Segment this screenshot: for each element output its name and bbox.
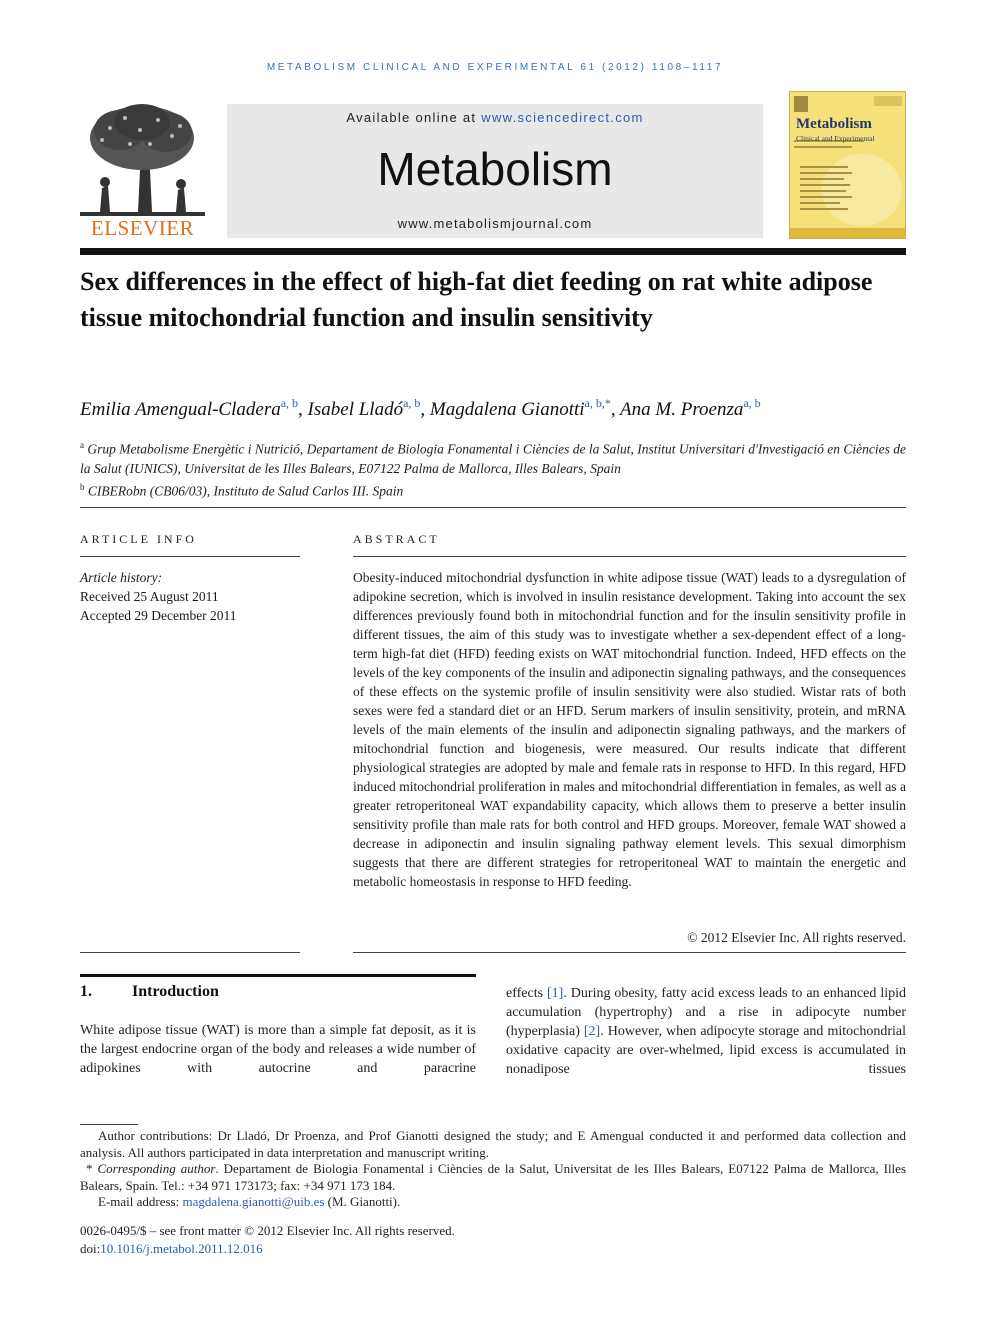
author-name: Magdalena Gianotti [429, 399, 585, 420]
cover-subtitle: Clinical and Experimental [796, 134, 875, 143]
affiliation-text: Grup Metabolisme Energètic i Nutrició, Departament de Biologia Fonamental i Ciències de la Salut, Institut Universitari d'Investigació en Ciències de la Salut (IUNICS), Universitat de les Illes Balears, E07122 Palma de Mallorca, Illes Balears, Spain [80, 441, 906, 476]
corresponding-author-note [80, 1161, 906, 1194]
article-info-label: ARTICLE INFO [80, 532, 197, 546]
cover-graphic [790, 92, 906, 239]
author-name: Isabel Lladó [307, 399, 404, 420]
article-title: Sex differences in the effect of high-fat diet feeding on rat white adipose tissue mitochondrial function and insulin sensitivity [80, 267, 873, 332]
affiliation-label: b [80, 481, 85, 492]
affiliation-text: CIBERobn (CB06/03), Instituto de Salud Carlos III. Spain [87, 483, 404, 498]
email-note [80, 1194, 906, 1211]
section-number: 1. [80, 983, 92, 1000]
cover-title: Metabolism [796, 116, 872, 132]
affiliation-a [80, 436, 906, 478]
journal-cover [789, 91, 906, 239]
article-history [80, 568, 300, 625]
affiliations [80, 436, 906, 500]
introduction-heading [80, 983, 219, 1001]
elsevier-wordmark: ELSEVIER [90, 216, 195, 240]
accepted-date: Accepted 29 December 2011 [80, 608, 237, 623]
email-suffix: (M. Gianotti). [324, 1194, 401, 1209]
body-text: . However, when adipocyte storage and mitochondrial oxidative capacity are over-whelmed, lipid excess is accumulated in nonadipose tissues [506, 1024, 906, 1077]
author-name: Ana M. Proenza [620, 399, 744, 420]
author-contributions-note: Author contributions: Dr Lladó, Dr Proenza, and Prof Gianotti designed the study; and E Amengual conducted it and performed data collection and analysis. All authors participated in data interpretation and manuscript writing. [80, 1128, 906, 1160]
received-date: Received 25 August 2011 [80, 589, 219, 604]
doi-line [80, 1240, 906, 1258]
abstract-divider [353, 556, 906, 557]
reference-link-1[interactable]: [1] [547, 986, 564, 1001]
introduction-rule [80, 974, 476, 977]
email-label: E-mail address: [98, 1194, 183, 1209]
affiliation-divider [80, 507, 906, 508]
corresponding-author-label: Corresponding author [97, 1161, 216, 1176]
introduction-left-column: White adipose tissue (WAT) is more than a simple fat deposit, as it is the largest endocrine organ of the body and releases a wide number of adipokines with autocrine and paracrine [80, 1023, 476, 1076]
history-label: Article history: [80, 570, 163, 585]
article-info-divider [80, 556, 300, 557]
issn-line: 0026-0495/$ – see front matter © 2012 Elsevier Inc. All rights reserved. [80, 1223, 455, 1238]
available-online-line [227, 110, 763, 125]
affiliation-b [80, 478, 906, 501]
corresponding-author-text: . Departament de Biologia Fonamental i Ciències de la Salut, Universitat de les Illes Balears, E07122 Palma de Mallorca, Illes Balears, Spain. Tel.: +34 971 173173; fax: +34 971 173 184. [80, 1161, 907, 1193]
running-head: METABOLISM CLINICAL AND EXPERIMENTAL 61 (2012) 1108–1117 [266, 62, 724, 73]
footnotes [80, 1128, 906, 1211]
author-list: Emilia Amengual-Cladera$^{a, b}$, Isabel Lladó$^{a, b}$, Magdalena Gianotti$^{a, b,*}$, Ana M. Proenza$^{a, b}$ [80, 396, 761, 420]
email-link[interactable]: magdalena.gianotti@uib.es [182, 1194, 325, 1209]
reference-link-2[interactable]: [2] [583, 1024, 601, 1039]
author-affiliation-marker[interactable]: a, b [743, 396, 761, 410]
author-name: Emilia Amengual-Cladera [80, 399, 281, 420]
introduction-right-column [506, 984, 906, 1079]
journal-url[interactable]: www.metabolismjournal.com [397, 216, 593, 231]
footnote-rule [80, 1124, 138, 1125]
available-online-label: Available online at [346, 110, 477, 125]
body-text: effects [506, 986, 548, 1001]
author-affiliation-marker[interactable]: a, b,* [584, 396, 611, 410]
doi-link[interactable]: 10.1016/j.metabol.2011.12.016 [100, 1241, 263, 1256]
front-matter [80, 1222, 906, 1258]
sciencedirect-link[interactable]: www.sciencedirect.com [481, 110, 644, 125]
header-rule [80, 248, 906, 255]
body-text: . During obesity, fatty acid excess leads to an enhanced lipid accumulation (hypertrophy) and a rise in adipocyte number (hyperplasia) [506, 986, 906, 1039]
affiliation-label: a [80, 440, 84, 450]
abstract-label: ABSTRACT [353, 532, 440, 546]
abstract-bottom-divider [353, 952, 906, 953]
section-title: Introduction [132, 983, 219, 1000]
author-affiliation-marker[interactable]: a, b [403, 396, 421, 410]
author-affiliation-marker[interactable]: a, b [280, 396, 299, 410]
journal-masthead [227, 104, 763, 238]
doi-prefix: doi: [80, 1241, 101, 1256]
abstract-copyright: © 2012 Elsevier Inc. All rights reserved. [687, 930, 906, 945]
journal-title: Metabolism [377, 143, 613, 195]
abstract-text: Obesity-induced mitochondrial dysfunction in white adipose tissue (WAT) leads to a dysregulation of adipokine secretion, which is involved in insulin resistance development. Taking into account the sex differences previously found both in mitochondrial function and for the insulin sensitivity profile in different tissues, the aim of this study was to investigate whether a sex-dependent effect of a long-term high-fat diet (HFD) feeding exists on WAT mitochondrial function. Indeed, HFD effects on the levels of the key components of the insulin and adiponectin signaling pathways, and the consequences of these effects on the systemic profile of insulin sensitivity were also studied. Wistar rats of both sexes were fed a standard diet or an HFD. Serum markers of insulin sensitivity, protein, and mRNA levels of the main elements of the insulin and adiponectin signaling pathways, and the markers of mitochondrial function and biogenesis, were measured. Our results indicate that different physiological strategies are adopted by male and female rats in response to HFD. In this regard, HFD induced mitochondrial proliferation in males and mitochondrial differentiation in females, as well as a greater retroperitoneal WAT expandability capacity, which allows them to preserve a better insulin sensitivity profile than male rats for both control and HFD groups. Moreover, female WAT showed a decrease in adiponectin and insulin signaling pathway element levels. This sexual dimorphism suggests that there are different strategies for retroperitoneal WAT to maintain the energetic and metabolic homeostasis in response to HFD feeding. [353, 570, 906, 889]
article-info-bottom-divider [80, 952, 300, 953]
tree-icon [80, 100, 205, 218]
asterisk-marker: * [86, 1161, 93, 1176]
